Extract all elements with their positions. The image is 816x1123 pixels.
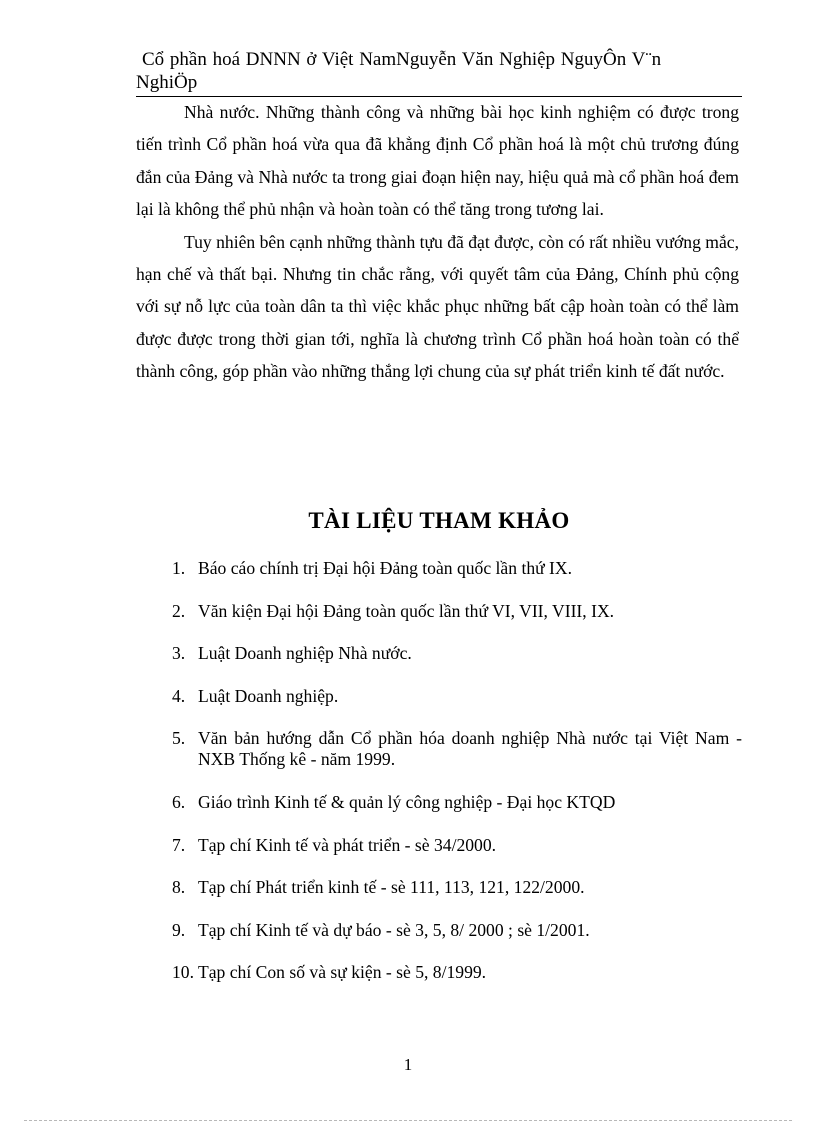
body-paragraph-1: Nhà nước. Những thành công và những bài học kinh nghiệm có được trong tiến trình Cổ phần hoá vừa qua đã khẳng định Cổ phần hoá là một chủ trương đúng đắn của Đảng và Nhà nước ta trong giai đoạn hiện nay, hiệu quả mà cổ phần hoá đem lại là không thể phủ nhận và hoàn toàn có thể tăng trong tương lai.	[136, 102, 739, 220]
reference-text: Văn kiện Đại hội Đảng toàn quốc lần thứ VI, VII, VIII, IX.	[198, 600, 615, 621]
reference-item	[172, 877, 742, 898]
running-header	[136, 48, 742, 97]
reference-text: Tạp chí Con số và sự kiện - sè 5, 8/1999.	[198, 962, 487, 983]
header-line-1: Cổ phần hoá DNNN ở Việt NamNguyễn Văn Nghiệp NguyÔn V¨n	[142, 49, 662, 70]
reference-item	[172, 920, 742, 941]
reference-text: Văn bản hướng dẫn Cổ phần hóa doanh nghiệp Nhà nước tại Việt Nam - NXB Thống kê - năm 1999.	[198, 728, 742, 770]
page-number: 1	[403, 1055, 413, 1074]
reference-item	[172, 686, 742, 707]
body-paragraph-2: Tuy nhiên bên cạnh những thành tựu đã đạt được, còn có rất nhiều vướng mắc, hạn chế và thất bại. Nhưng tin chắc rằng, với quyết tâm của Đảng, Chính phủ cộng với sự nỗ lực của toàn dân ta thì việc khắc phục những bất cập hoàn toàn có thể làm được được trong thời gian tới, nghĩa là chương trình Cổ phần hoá hoàn toàn có thể thành công, góp phần vào những thắng lợi chung của sự phát triển kinh tế đất nước.	[136, 231, 739, 382]
reference-text: Luật Doanh nghiệp.	[198, 685, 339, 706]
reference-number: 4.	[172, 685, 186, 706]
reference-item	[172, 962, 742, 983]
reference-number: 7.	[172, 834, 186, 855]
reference-item	[172, 643, 742, 664]
reference-number: 6.	[172, 791, 186, 812]
references-title: TÀI LIỆU THAM KHẢO	[308, 508, 570, 533]
reference-number: 3.	[172, 643, 186, 664]
reference-item	[172, 728, 742, 770]
reference-text: Tạp chí Phát triển kinh tế - sè 111, 113, 121, 122/2000.	[198, 877, 585, 898]
reference-text: Tạp chí Kinh tế và phát triển - sè 34/2000.	[198, 834, 497, 855]
reference-number: 9.	[172, 919, 186, 940]
reference-number: 8.	[172, 877, 186, 898]
references-list	[172, 558, 742, 1005]
reference-text: Luật Doanh nghiệp Nhà nước.	[198, 643, 412, 664]
reference-item	[172, 558, 742, 579]
reference-text: Giáo trình Kinh tế & quản lý công nghiệp - Đại học KTQD	[198, 791, 616, 812]
body-text	[136, 96, 739, 388]
reference-number: 1.	[172, 558, 186, 578]
reference-item	[172, 601, 742, 622]
reference-number: 5.	[172, 728, 186, 749]
reference-text: Tạp chí Kinh tế và dự báo - sè 3, 5, 8/ 2000 ; sè 1/2001.	[198, 919, 590, 940]
reference-number: 10.	[172, 962, 194, 983]
reference-item	[172, 835, 742, 856]
header-line-2: NghiÖp	[136, 72, 198, 93]
page-bottom-divider	[24, 1120, 792, 1121]
reference-number: 2.	[172, 600, 186, 621]
reference-item	[172, 792, 742, 813]
reference-text: Báo cáo chính trị Đại hội Đảng toàn quốc lần thứ IX.	[198, 558, 573, 578]
